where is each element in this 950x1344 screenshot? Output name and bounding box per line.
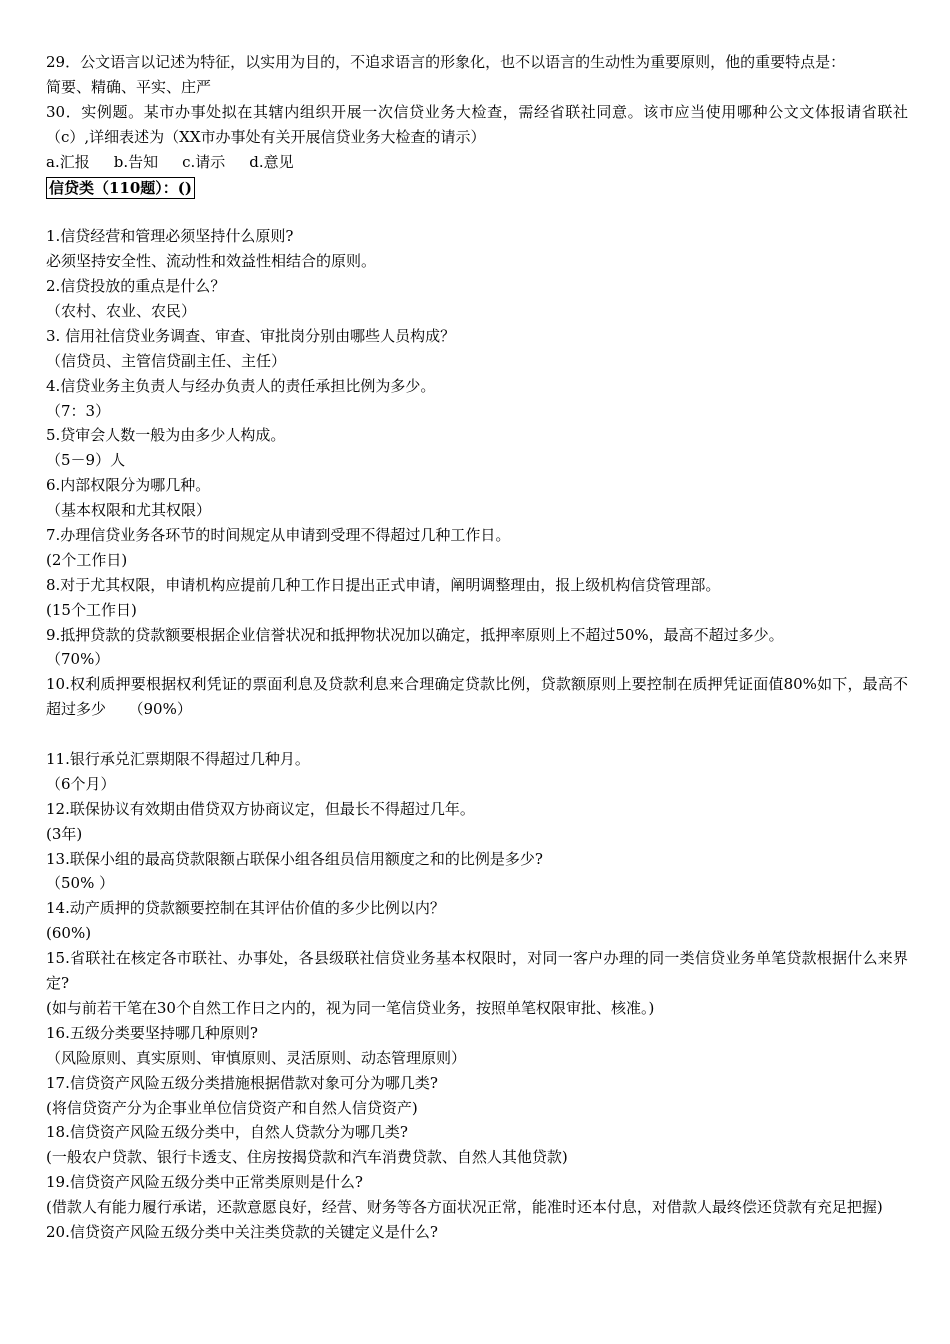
question-text: 3. 信用社信贷业务调查、审查、审批岗分别由哪些人员构成？ [46, 326, 456, 345]
question-text: 17.信贷资产风险五级分类措施根据借款对象可分为哪几类? [46, 1073, 438, 1092]
answer-text: （70%） [46, 650, 110, 669]
question-text: 6.内部权限分为哪几种。 [46, 476, 211, 495]
question-text: 15.省联社在核定各市联社、办事处，各县级联社信贷业务基本权限时，对同一客户办理的同一类信贷业务单笔贷款根据什么来界定? [46, 949, 908, 993]
blank-line [46, 722, 908, 747]
answer-text: (借款人有能力履行承诺，还款意愿良好，经营、财务等各方面状况正常，能准时还本付息，对借款人最终偿还贷款有充足把握) [46, 1198, 883, 1217]
question-text: 1.信贷经营和管理必须坚持什么原则? [46, 227, 294, 246]
question-text: 10.权利质押要根据权利凭证的票面利息及贷款利息来合理确定贷款比例，贷款额原则上要控制在质押凭证面值80%如下，最高不超过多少 （90%） [46, 675, 908, 719]
answer-text: （风险原则、真实原则、审慎原则、灵活原则、动态管理原则） [46, 1048, 467, 1067]
blank-line [46, 199, 908, 224]
option-a: a.汇报 [46, 152, 90, 171]
question-text: 9.抵押贷款的贷款额要根据企业信誉状况和抵押物状况加以确定，抵押率原则上不超过50%，最高不超过多少。 [46, 625, 784, 644]
answer-text: (将信贷资产分为企事业单位信贷资产和自然人信贷资产) [46, 1098, 418, 1117]
answer-text: （5－9）人 [46, 451, 126, 470]
answer-text: (60%) [46, 924, 92, 943]
answer-text: (15个工作日) [46, 600, 137, 619]
question-text: 12.联保协议有效期由借贷双方协商议定，但最长不得超过几年。 [46, 799, 475, 818]
question-text: 20.信贷资产风险五级分类中关注类贷款的关键定义是什么? [46, 1222, 438, 1241]
question-29: 29．公文语言以记述为特征，以实用为目的，不追求语言的形象化，也不以语言的生动性为重要原则，他的重要特点是： [46, 53, 846, 71]
question-text: 5.贷审会人数一般为由多少人构成。 [46, 426, 286, 445]
option-c: c.请示 [182, 152, 226, 171]
question-text: 14.动产质押的贷款额要控制在其评估价值的多少比例以内？ [46, 899, 445, 918]
question-text: 19.信贷资产风险五级分类中正常类原则是什么? [46, 1173, 363, 1192]
question-30: 30．实例题。某市办事处拟在其辖内组织开展一次信贷业务大检查，需经省联社同意。该市应当使用哪种公文文体报请省联社（c）,详细表述为（XX市办事处有关开展信贷业务大检查的请示） [46, 102, 908, 146]
question-text: 2.信贷投放的重点是什么？ [46, 277, 226, 296]
question-text: 8.对于尤其权限，申请机构应提前几种工作日提出正式申请，阐明调整理由，报上级机构信贷管理部。 [46, 575, 721, 594]
question-text: 13.联保小组的最高贷款限额占联保小组各组员信用额度之和的比例是多少? [46, 849, 543, 868]
section-heading: 信贷类（110题）：() [46, 177, 195, 199]
answer-text: （信贷员、主管信贷副主任、主任） [46, 351, 287, 370]
answer-29: 简要、精确、平实、庄严 [46, 77, 212, 96]
answer-options [46, 150, 908, 175]
question-text: 7.办理信贷业务各环节的时间规定从申请到受理不得超过几种工作日。 [46, 525, 511, 544]
answer-text: （6个月） [46, 774, 116, 793]
answer-text: (2个工作日) [46, 550, 128, 569]
answer-text: (一般农户贷款、银行卡透支、住房按揭贷款和汽车消费贷款、自然人其他贷款) [46, 1148, 568, 1167]
question-text: 18.信贷资产风险五级分类中，自然人贷款分为哪几类? [46, 1123, 408, 1142]
answer-text: （7：3） [46, 401, 111, 420]
answer-text: (3年) [46, 824, 83, 843]
question-text: 11.银行承兑汇票期限不得超过几种月。 [46, 750, 310, 769]
answer-text: (如与前若干笔在30个自然工作日之内的，视为同一笔信贷业务，按照单笔权限审批、核准。) [46, 998, 655, 1017]
answer-text: （农村、农业、农民） [46, 301, 197, 320]
question-text: 16.五级分类要坚持哪几种原则? [46, 1023, 258, 1042]
answer-text: 必须坚持安全性、流动性和效益性相结合的原则。 [46, 252, 377, 271]
option-b: b.告知 [113, 152, 159, 171]
answer-text: （基本权限和尤其权限） [46, 501, 212, 520]
question-text: 4.信贷业务主负责人与经办负责人的责任承担比例为多少。 [46, 376, 436, 395]
document-body [46, 50, 908, 1245]
answer-text: （50% ） [46, 874, 115, 893]
option-d: d.意见 [249, 152, 294, 171]
